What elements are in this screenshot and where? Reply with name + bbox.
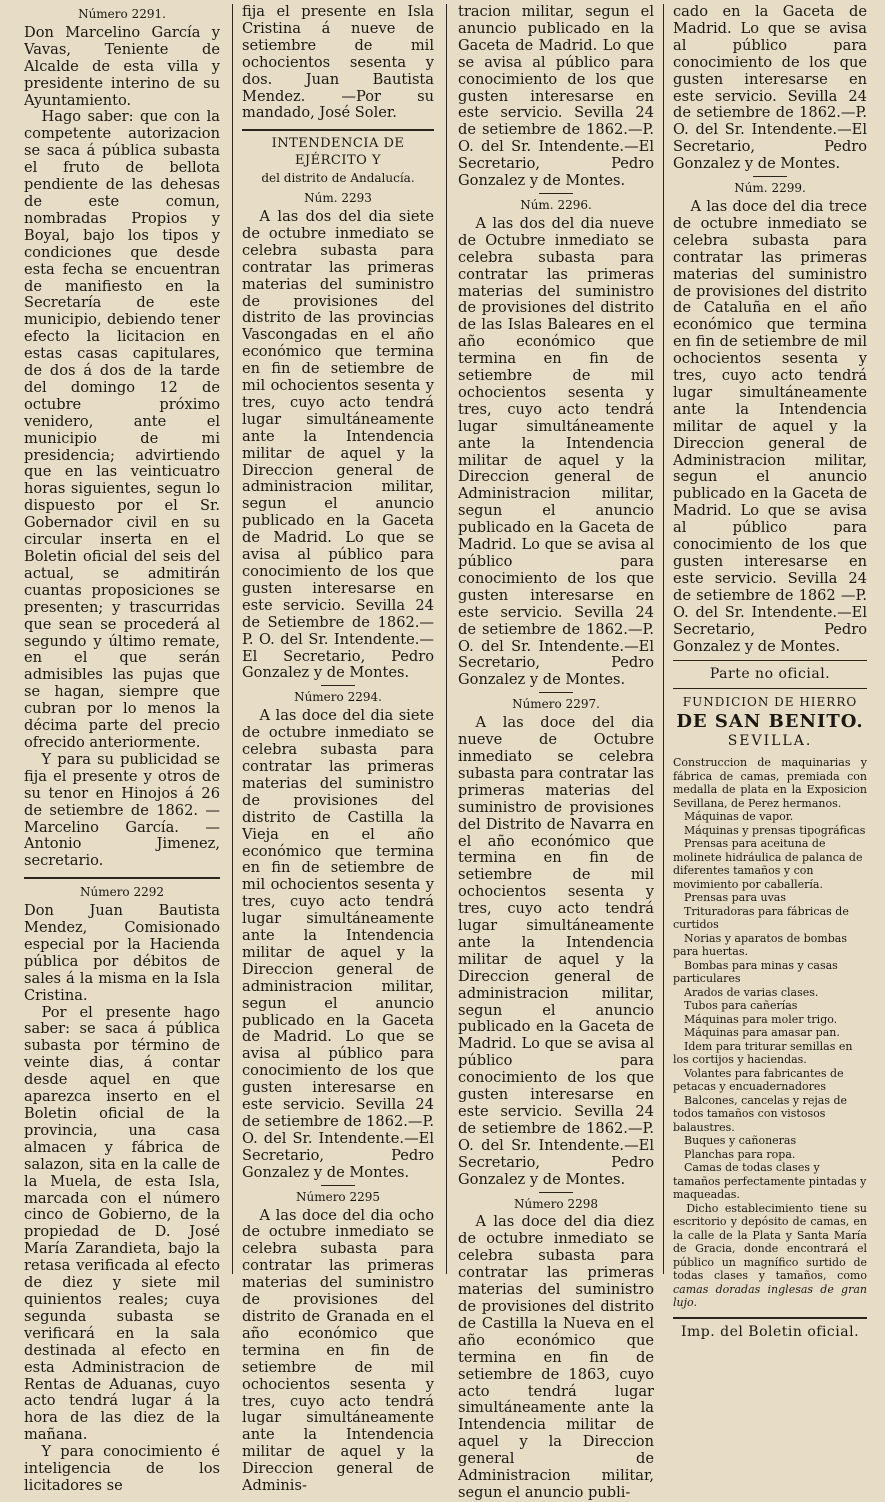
- notice-number: Núm. 2299.: [734, 181, 806, 196]
- notice-paragraph: A las doce del dia diez de octubre inmediato se celebra subasta para contratar las primeras materias del suministro de provisiones del distrito de Castilla la Nueva en el año económico que termina en fin de setiembre de 1863, cuyo acto tendrá lugar simultáneamente ante la Intendencia militar de aquel y la Direccion general de Administracion militar, segun el anuncio publi-: [458, 1213, 654, 1501]
- notice-paragraph: Don Juan Bautista Mendez, Comisionado especial por la Hacienda pública por débitos de sales á la misma en la Isla Cristina.: [24, 902, 220, 1004]
- list-item: Arados de varias clases.: [684, 985, 819, 999]
- notice-number: Núm. 2296.: [520, 197, 592, 212]
- list-item: Idem para triturar semillas en los cortijos y haciendas.: [673, 1039, 853, 1067]
- continuation-text: cado en la Gaceta de Madrid. Lo que se avisa al público para conocimiento de los que gusten interesarse en este servicio. Sevilla 24 de setiembre de 1862.—P. O. del Sr. Intendente.—El Secretario, Pedro Gonzalez y de Montes.: [673, 4, 867, 173]
- advert-intro: Construccion de maquinarias y fábrica de camas, premiada con medalla de plata en la Exposicion Sevillana, de Perez hermanos.: [673, 756, 867, 810]
- notice-paragraph: Y para conocimiento é inteligencia de los licitadores se: [24, 1443, 220, 1494]
- section-title: INTENDENCIA DE EJÉRCITO Y: [271, 136, 405, 169]
- notice-paragraph: Y para su publicidad se fija el presente y otros de su tenor en Hinojos á 26 de setiembre de 1862. —Marcelino García. —Antonio Jimenez, secretario.: [24, 750, 220, 870]
- advert-closing-text: Dicho establecimiento tiene su escritorio y depósito de camas, en la calle de la Plata y Santa María de Gracia, donde encontrará el público un magnífico surtido de todas clases y tamaños, como: [673, 1201, 867, 1283]
- divider: [673, 1317, 867, 1319]
- list-item: Buques y cañoneras: [684, 1134, 797, 1148]
- notice-number: Número 2291.: [78, 7, 166, 21]
- list-item: Tubos para cañerías: [684, 999, 798, 1013]
- notice-number: Número 2297.: [512, 697, 600, 712]
- list-item: Trituradoras para fábricas de curtidos: [673, 904, 849, 932]
- unofficial-section-heading: Parte no oficial.: [709, 666, 831, 683]
- notice-number: Núm. 2293: [304, 191, 372, 206]
- notice-paragraph: A las doce del dia trece de octubre inmediato se celebra subasta para contratar las primeras materias del suministro de provisiones del distrito de Cataluña en el año económico que termina en fin de setiembre de mil ochocientos sesenta y tres, cuyo acto tendrá lugar simultáneamente ante la Intendencia militar de aquel y la Direccion general de Administracion militar, segun el anuncio publicado en la Gaceta de Madrid. Lo que se avisa al público para conocimiento de los que gusten interesarse en este servicio. Sevilla 24 de setiembre de 1862 —P. O. del Sr. Intendente.—El Secretario, Pedro Gonzalez y de Montes.: [673, 197, 867, 655]
- notice-number: Número 2292: [79, 885, 165, 900]
- divider: [673, 688, 867, 689]
- list-item: Máquinas para amasar pan.: [684, 1026, 840, 1040]
- list-item: Balcones, cancelas y rejas de todos tamaños con vistosos balaustres.: [673, 1093, 848, 1134]
- column-rule: [446, 4, 447, 1274]
- column-rule: [663, 4, 664, 1274]
- advert-name: DE SAN BENITO.: [676, 711, 864, 733]
- notice-number: Número 2294.: [294, 690, 382, 705]
- short-rule: [539, 692, 573, 693]
- list-item: Camas de todas clases y tamaños perfectamente pintadas y maqueadas.: [673, 1161, 867, 1202]
- continuation-text: fija el presente en Isla Cristina á nueve de setiembre de mil ochocientos sesenta y dos. Juan Bautista Mendez. —Por su mandado, José Soler.: [242, 4, 434, 122]
- list-item: Bombas para minas y casas particulares: [673, 958, 838, 986]
- short-rule: [539, 1192, 573, 1193]
- column-1: [24, 4, 220, 1495]
- list-item: Norias y aparatos de bombas para huertas.: [673, 931, 847, 959]
- list-item: Prensas para uvas: [684, 891, 787, 905]
- advert-closing-italic: camas doradas inglesas de gran lujo.: [673, 1282, 867, 1310]
- list-item: Planchas para ropa.: [684, 1147, 796, 1161]
- notice-paragraph: A las dos del dia nueve de Octubre inmediato se celebra subasta para contratar las primeras materias del suministro de provisiones del distrito de las Islas Baleares en el año económico que termina en fin de setiembre de mil ochocientos sesenta y tres, cuyo acto tendrá lugar simultáneamente ante la Intendencia militar de aquel y la Direccion general de Administracion militar, segun el anuncio publicado en la Gaceta de Madrid. Lo que se avisa al público para conocimiento de los que gusten interesarse en este servicio. Sevilla 24 de setiembre de 1862.—P. O. del Sr. Intendente.—El Secretario, Pedro Gonzalez y de Montes.: [458, 214, 654, 689]
- short-rule: [321, 1185, 355, 1186]
- notice-number: Número 2298: [513, 1196, 599, 1211]
- short-rule: [753, 176, 787, 177]
- notice-paragraph: Por el presente hago saber: se saca á pública subasta por término de veinte dias, á contar desde aquel en que aparezca inserto en el Boletin oficial de la provincia, una casa almacen y fábrica de salazon, sita en la calle de la Muela, de esta Isla, marcada con el número cinco de Gobierno, de la propiedad de D. José María Zarandieta, bajo la retasa verificada al efecto de diez y siete mil quinientos reales; cuya segunda subasta se verificará en la sala destinada al efecto en esta Administracion de Rentas de Aduanas, cuyo acto tendrá lugar á la hora de las diez de la mañana.: [24, 1003, 220, 1444]
- column-3: [458, 4, 654, 1502]
- section-subtitle: del distrito de Andalucía.: [261, 171, 415, 186]
- notice-number: Número 2295: [295, 1189, 381, 1204]
- imprint: Imp. del Boletin oficial.: [680, 1323, 860, 1340]
- notice-paragraph: A las dos del dia siete de octubre inmediato se celebra subasta para contratar las primeras materias del suministro de provisiones del distrito de las provincias Vascongadas en el año económico que termina en fin de setiembre de mil ochocientos sesenta y tres, cuyo acto tendrá lugar simultáneamente ante la Intendencia militar de aquel y la Direccion general de administracion militar, segun el anuncio publicado en la Gaceta de Madrid. Lo que se avisa al público para conocimiento de los que gusten interesarse en este servicio. Sevilla 24 de Setiembre de 1862.—P. O. del Sr. Intendente.—El Secretario, Pedro Gonzalez y de Montes.: [242, 207, 434, 682]
- divider: [24, 877, 220, 879]
- advert-item-list: [673, 810, 867, 1202]
- advert-closing: [673, 1202, 867, 1310]
- list-item: Máquinas de vapor.: [684, 810, 794, 824]
- notice-paragraph: A las doce del dia ocho de octubre inmediato se celebra subasta para contratar las primeras materias del suministro de provisiones del distrito de Granada en el año económico que termina en fin de setiembre de mil ochocientos sesenta y tres, cuyo acto tendrá lugar simultáneamente ante la Intendencia militar de aquel y la Direccion general de Adminis-: [242, 1206, 434, 1495]
- advert-kicker: FUNDICION DE HIERRO: [682, 695, 858, 710]
- column-rule: [232, 4, 233, 1274]
- continuation-text: tracion militar, segun el anuncio publicado en la Gaceta de Madrid. Lo que se avisa al público para conocimiento de los que gusten interesarse en este servicio. Sevilla 24 de setiembre de 1862.—P. O. del Sr. Intendente.—El Secretario, Pedro Gonzalez y de Montes.: [458, 4, 654, 190]
- column-4: [673, 4, 867, 1344]
- list-item: Prensas para aceituna de molinete hidráulica de palanca de diferentes tamaños y con movimiento por caballería.: [673, 837, 863, 891]
- list-item: Volantes para fabricantes de petacas y encuadernadores: [673, 1066, 844, 1094]
- notice-paragraph: Hago saber: que con la competente autorizacion se saca á pública subasta el fruto de bellota pendiente de las dehesas de este comun, nombradas Propios y Boyal, bajo los tipos y condiciones que desde esta fecha se encuentran de manifiesto en la Secretaría de este municipio, debiendo tener efecto la licitacion en estas casas capitulares, de dos á dos de la tarde del domingo 12 de octubre próximo venidero, ante el municipio de mi presidencia; advirtiendo que en las veinticuatro horas siguientes, segun lo dispuesto por el Sr. Gobernador civil en su circular inserta en el Boletin oficial del seis del actual, se admitirán cuantas proposiciones se presenten; y trascurridas que sean se procederá al segundo y último remate, en el que serán admisibles las pujas que se hagan, siempre que cubran por lo menos la décima parte del precio ofrecido anteriormente.: [24, 108, 220, 751]
- advert-city: SEVILLA.: [727, 733, 813, 750]
- notice-paragraph: A las doce del dia siete de octubre inmediato se celebra subasta para contratar las primeras materias del suministro de provisiones del distrito de Castilla la Vieja en el año económico que termina en fin de setiembre de mil ochocientos sesenta y tres, cuyo acto tendrá lugar simultáneamente ante la Intendencia militar de aquel y la Direccion general de administracion militar, segun el anuncio publicado en la Gaceta de Madrid. Lo que se avisa al público para conocimiento de los que gusten interesarse en este servicio. Sevilla 24 de setiembre de 1862.—P. O. del Sr. Intendente.—El Secretario, Pedro Gonzalez y de Montes.: [242, 707, 434, 1181]
- notice-paragraph: A las doce del dia nueve de Octubre inmediato se celebra subasta para contratar las primeras materias del suministro de provisiones del Distrito de Navarra en el año económico que termina en fin de setiembre de mil ochocientos sesenta y tres, cuyo acto tendrá lugar simultáneamente ante la Intendencia militar de aquel y la Direccion general de administracion militar, segun el anuncio publicado en la Gaceta de Madrid. Lo que se avisa al público para conocimiento de los que gusten interesarse en este servicio. Sevilla 24 de setiembre de 1862.—P. O. del Sr. Intendente.—El Secretario, Pedro Gonzalez y de Montes.: [458, 714, 654, 1188]
- column-2: [242, 4, 434, 1495]
- short-rule: [321, 685, 355, 686]
- divider: [673, 660, 867, 661]
- list-item: Máquinas y prensas tipográficas: [684, 823, 866, 837]
- divider: [242, 129, 434, 131]
- list-item: Máquinas para moler trigo.: [684, 1012, 838, 1026]
- notice-paragraph: Don Marcelino García y Vavas, Teniente de Alcalde de esta villa y presidente interino de su Ayuntamiento.: [24, 23, 220, 109]
- short-rule: [539, 193, 573, 194]
